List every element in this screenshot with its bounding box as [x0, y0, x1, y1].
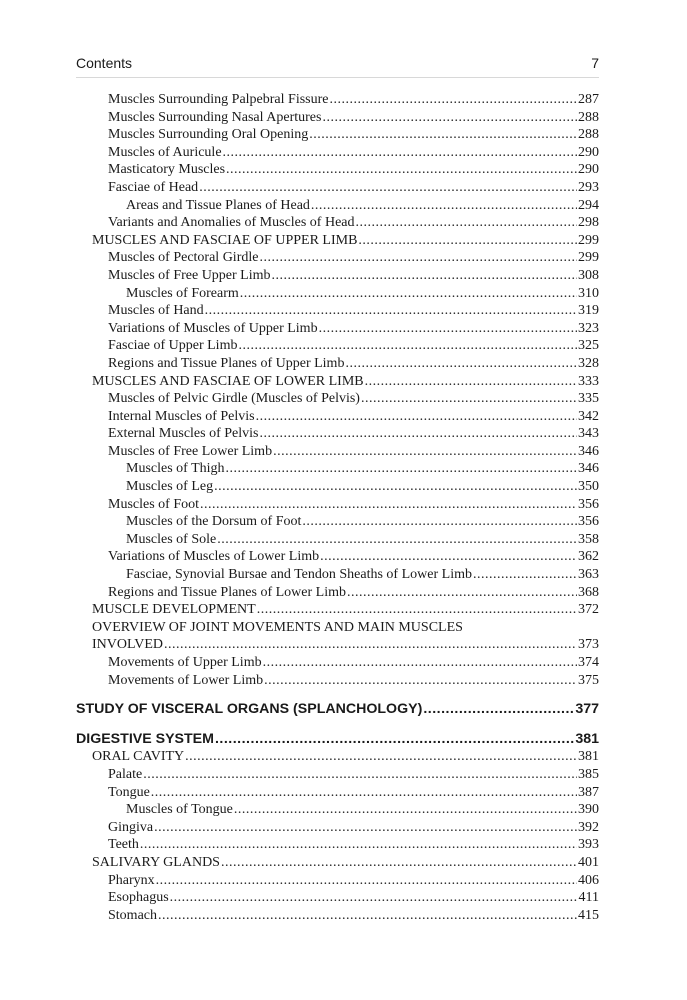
toc-entry-page-number: 381	[575, 730, 599, 747]
dot-leader	[259, 249, 577, 267]
toc-entry-page-number: 328	[578, 355, 599, 371]
toc-entry-title: Gingiva	[108, 819, 154, 835]
toc-entry	[76, 249, 599, 267]
table-of-contents	[76, 91, 599, 924]
dot-leader	[473, 566, 577, 584]
dot-leader	[361, 390, 577, 408]
toc-entry-title: Teeth	[108, 837, 139, 853]
toc-entry-title: Movements of Upper Limb	[108, 655, 262, 670]
toc-entry-title: Variations of Muscles of Upper Limb	[108, 320, 318, 336]
toc-entry-title: Muscles Surrounding Oral Opening	[108, 127, 309, 143]
toc-entry-page-number: 299	[578, 250, 599, 266]
toc-entry	[76, 801, 599, 819]
dot-leader	[226, 161, 577, 179]
toc-entry-title: Fasciae of Head	[108, 179, 199, 195]
toc-entry	[76, 601, 599, 619]
toc-entry	[76, 731, 599, 749]
toc-entry-title: MUSCLES AND FASCIAE OF LOWER LIMB	[92, 373, 364, 389]
toc-entry-title: Muscles of Tongue	[126, 802, 233, 818]
toc-entry	[76, 373, 599, 391]
toc-entry-title: Variants and Anomalies of Muscles of Head	[108, 215, 355, 231]
dot-leader	[215, 731, 574, 749]
toc-entry	[76, 109, 599, 127]
dot-leader	[143, 766, 577, 784]
dot-leader	[164, 636, 577, 654]
toc-entry-page-number: 377	[575, 701, 599, 718]
toc-entry-title: ORAL CAVITY	[92, 749, 185, 765]
toc-entry	[76, 232, 599, 250]
dot-leader	[214, 478, 577, 496]
toc-entry-page-number: 411	[578, 890, 599, 906]
toc-entry-page-number: 368	[578, 584, 599, 600]
dot-leader	[185, 748, 577, 766]
toc-entry-page-number: 294	[578, 197, 599, 213]
toc-entry-page-number: 290	[578, 144, 599, 160]
toc-entry	[76, 766, 599, 784]
toc-entry	[76, 513, 599, 531]
dot-leader	[345, 355, 577, 373]
dot-leader	[158, 907, 577, 925]
toc-entry-page-number: 358	[578, 531, 599, 547]
dot-leader	[234, 801, 577, 819]
toc-entry	[76, 819, 599, 837]
toc-entry-page-number: 310	[578, 285, 599, 301]
toc-entry-title: Muscles Surrounding Nasal Apertures	[108, 109, 322, 125]
toc-entry	[76, 460, 599, 478]
toc-entry-title: Muscles of Free Lower Limb	[108, 443, 273, 459]
toc-entry-title: Regions and Tissue Planes of Upper Limb	[108, 355, 345, 371]
toc-entry-page-number: 401	[578, 854, 599, 870]
toc-entry	[76, 408, 599, 426]
toc-entry-page-number: 362	[578, 549, 599, 565]
dot-leader	[365, 373, 577, 391]
toc-entry-title: MUSCLE DEVELOPMENT	[92, 602, 256, 618]
toc-entry	[76, 907, 599, 925]
toc-entry-page-number: 299	[578, 232, 599, 248]
toc-entry-page-number: 372	[578, 602, 599, 618]
toc-entry-title: Muscles of Foot	[108, 496, 199, 512]
dot-leader	[154, 819, 577, 837]
toc-entry-title: Muscles of the Dorsum of Foot	[126, 514, 302, 530]
toc-entry-title: INVOLVED	[92, 637, 164, 653]
toc-entry-page-number: 290	[578, 162, 599, 178]
toc-entry-page-number: 343	[578, 426, 599, 442]
toc-entry	[76, 701, 599, 719]
toc-entry-title: Masticatory Muscles	[108, 162, 226, 178]
toc-entry	[76, 179, 599, 197]
toc-entry	[76, 566, 599, 584]
toc-entry-wrapped-line: OVERVIEW OF JOINT MOVEMENTS AND MAIN MUSCLES	[92, 619, 463, 635]
toc-entry-page-number: 374	[578, 655, 599, 670]
toc-entry-page-number: 373	[578, 637, 599, 653]
toc-entry-page-number: 323	[578, 320, 599, 336]
toc-entry-title: Internal Muscles of Pelvis	[108, 408, 255, 424]
dot-leader	[151, 784, 577, 802]
toc-entry	[76, 425, 599, 443]
toc-entry-title: STUDY OF VISCERAL ORGANS (SPLANCHOLOGY)	[76, 701, 423, 718]
dot-leader	[329, 91, 577, 109]
toc-entry	[76, 548, 599, 566]
dot-leader	[199, 179, 577, 197]
toc-entry	[76, 854, 599, 872]
running-header	[76, 55, 599, 78]
toc-entry-title: Muscles of Free Upper Limb	[108, 267, 271, 283]
dot-leader	[263, 654, 577, 672]
dot-leader	[320, 548, 577, 566]
toc-entry-title: Muscles of Sole	[126, 531, 217, 547]
toc-entry-title: Muscles of Pectoral Girdle	[108, 250, 259, 266]
dot-leader	[273, 443, 577, 461]
toc-entry	[76, 91, 599, 109]
toc-entry-page-number: 308	[578, 267, 599, 283]
toc-entry	[76, 285, 599, 303]
toc-entry-page-number: 393	[578, 837, 599, 853]
toc-entry	[76, 748, 599, 766]
dot-leader	[205, 302, 577, 320]
dot-leader	[257, 601, 577, 619]
toc-entry	[76, 197, 599, 215]
header-page-number: 7	[591, 55, 599, 71]
toc-entry-title: Fasciae of Upper Limb	[108, 338, 238, 354]
toc-entry	[76, 355, 599, 373]
toc-entry-title: Muscles of Thigh	[126, 461, 225, 477]
toc-entry-title: Variations of Muscles of Lower Limb	[108, 549, 320, 565]
toc-entry-page-number: 346	[578, 461, 599, 477]
toc-entry-title: Esophagus	[108, 890, 169, 906]
toc-entry	[76, 836, 599, 854]
dot-leader	[272, 267, 577, 285]
toc-entry-page-number: 385	[578, 766, 599, 782]
dot-leader	[200, 496, 577, 514]
toc-entry-title: Tongue	[108, 784, 150, 800]
toc-entry-page-number: 288	[578, 109, 599, 125]
toc-entry	[76, 654, 599, 672]
toc-entry-page-number: 333	[578, 373, 599, 389]
toc-entry	[76, 496, 599, 514]
dot-leader	[170, 889, 578, 907]
dot-leader	[264, 672, 577, 690]
dot-leader	[356, 214, 578, 232]
toc-entry-page-number: 390	[578, 802, 599, 818]
toc-entry-title: Fasciae, Synovial Bursae and Tendon Sheaths of Lower Limb	[126, 567, 472, 583]
dot-leader	[240, 285, 577, 303]
toc-entry-page-number: 415	[578, 907, 599, 923]
toc-entry-page-number: 293	[578, 179, 599, 195]
toc-entry-page-number: 350	[578, 479, 599, 495]
dot-leader	[226, 460, 577, 478]
toc-entry-page-number: 406	[578, 872, 599, 888]
toc-entry-page-number: 356	[578, 496, 599, 512]
toc-entry-title: Regions and Tissue Planes of Lower Limb	[108, 584, 346, 600]
dot-leader	[309, 126, 577, 144]
toc-entry-title: Muscles Surrounding Palpebral Fissure	[108, 92, 329, 107]
dot-leader	[259, 425, 577, 443]
toc-entry-title: MUSCLES AND FASCIAE OF UPPER LIMB	[92, 232, 358, 248]
dot-leader	[156, 872, 577, 890]
toc-entry-title: Muscles of Forearm	[126, 285, 239, 301]
dot-leader	[358, 232, 577, 250]
toc-entry-page-number: 375	[578, 672, 599, 688]
dot-leader	[223, 144, 577, 162]
dot-leader	[221, 854, 577, 872]
toc-entry-title: Areas and Tissue Planes of Head	[126, 197, 310, 213]
toc-entry-page-number: 288	[578, 127, 599, 143]
toc-entry-title: Muscles of Pelvic Girdle (Muscles of Pelvis)	[108, 391, 360, 407]
toc-entry-title: Palate	[108, 766, 143, 782]
toc-entry	[76, 672, 599, 690]
dot-leader	[217, 531, 577, 549]
toc-entry-title: Muscles of Leg	[126, 479, 214, 495]
dot-leader	[238, 337, 577, 355]
toc-entry-title: Muscles of Hand	[108, 303, 204, 319]
dot-leader	[423, 701, 574, 719]
toc-entry	[76, 443, 599, 461]
toc-entry	[76, 320, 599, 338]
dot-leader	[302, 513, 577, 531]
toc-entry-title: External Muscles of Pelvis	[108, 426, 259, 442]
header-title: Contents	[76, 55, 133, 71]
dot-leader	[319, 320, 577, 338]
toc-entry-page-number: 363	[578, 567, 599, 583]
dot-leader	[256, 408, 577, 426]
toc-entry-title: Movements of Lower Limb	[108, 672, 264, 688]
dot-leader	[311, 197, 577, 215]
dot-leader	[140, 836, 577, 854]
dot-leader	[347, 584, 577, 602]
toc-entry-title: Muscles of Auricule	[108, 144, 222, 160]
toc-entry-title: SALIVARY GLANDS	[92, 854, 220, 870]
toc-entry-page-number: 356	[578, 514, 599, 530]
toc-entry-page-number: 387	[578, 784, 599, 800]
toc-entry-page-number: 392	[578, 819, 599, 835]
toc-entry-page-number: 335	[578, 391, 599, 407]
toc-entry	[76, 584, 599, 602]
toc-entry-page-number: 287	[578, 92, 599, 107]
toc-entry	[76, 144, 599, 162]
toc-entry-title: Pharynx	[108, 872, 155, 888]
toc-entry	[76, 161, 599, 179]
toc-entry-page-number: 319	[578, 303, 599, 319]
toc-entry	[76, 267, 599, 285]
toc-entry-page-number: 346	[578, 443, 599, 459]
toc-entry	[76, 337, 599, 355]
toc-entry	[76, 214, 599, 232]
toc-entry	[76, 872, 599, 890]
toc-entry	[76, 302, 599, 320]
toc-entry	[76, 531, 599, 549]
toc-entry-title: DIGESTIVE SYSTEM	[76, 730, 214, 747]
toc-entry	[76, 390, 599, 408]
toc-entry	[76, 126, 599, 144]
toc-entry-page-number: 381	[578, 749, 599, 765]
toc-entry	[76, 889, 599, 907]
dot-leader	[322, 109, 577, 127]
toc-entry	[76, 784, 599, 802]
toc-entry-page-number: 342	[578, 408, 599, 424]
toc-entry-title: Stomach	[108, 907, 157, 923]
toc-entry-page-number: 298	[578, 215, 599, 231]
toc-entry-page-number: 325	[578, 338, 599, 354]
toc-entry	[76, 636, 599, 654]
toc-entry	[76, 478, 599, 496]
